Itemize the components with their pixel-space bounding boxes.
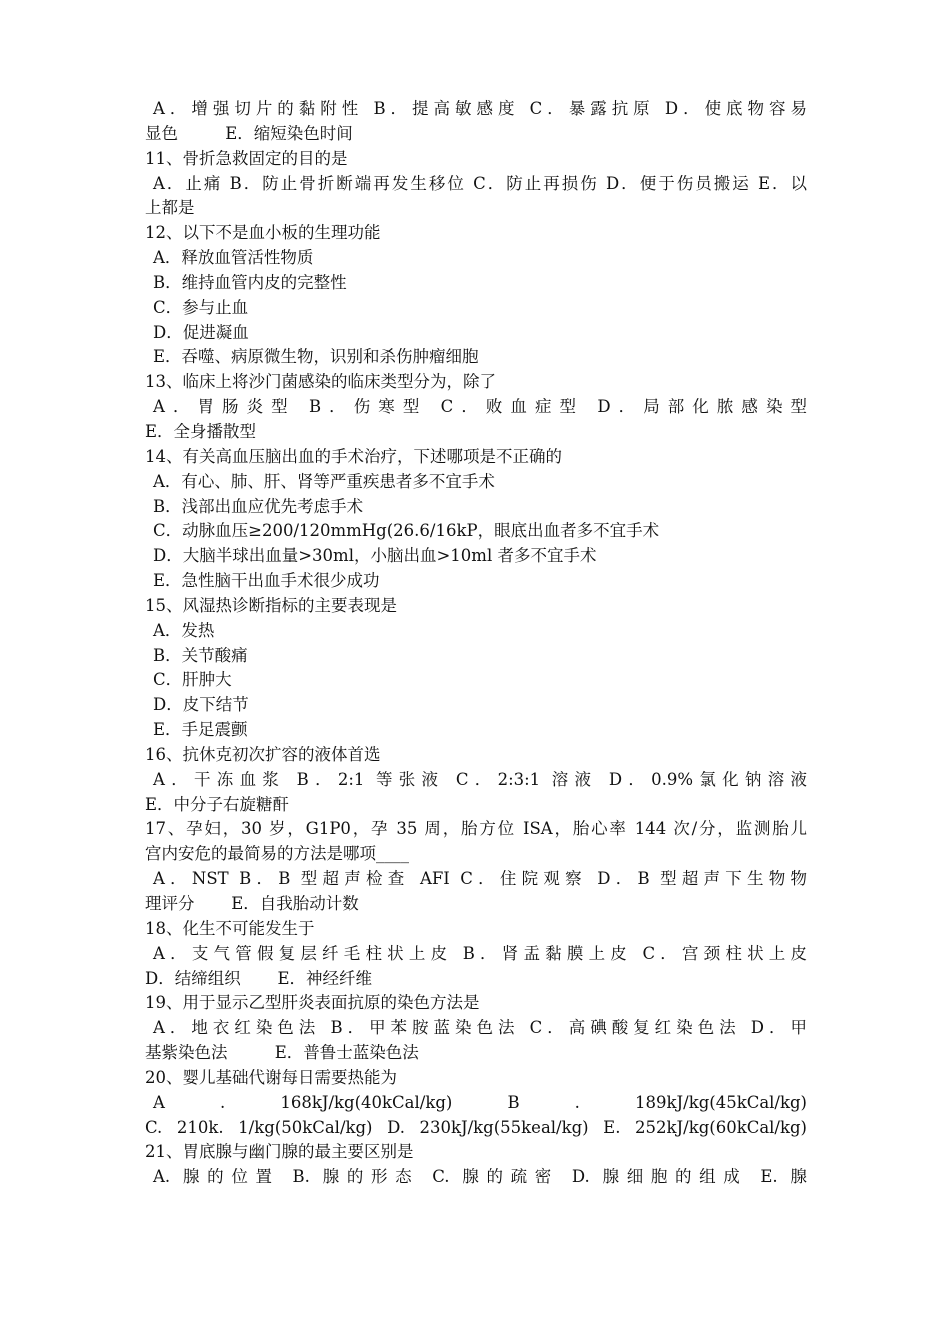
text-line: D．皮下结节 — [153, 695, 249, 715]
text-line: D．大脑半球出血量>30ml，小脑出血>10ml 者多不宜手术 — [153, 546, 597, 566]
text-line: E．全身播散型 — [145, 421, 257, 441]
text-line: B．关节酸痛 — [153, 645, 248, 665]
text-line: 12、以下不是血小板的生理功能 — [145, 223, 381, 243]
text-line: A . 168kJ/kg(40kCal/kg) B . 189kJ/kg(45kCal/kg) — [153, 1092, 807, 1112]
text-line: 显色 E．缩短染色时间 — [145, 123, 353, 143]
text-line: C．肝肿大 — [153, 670, 232, 690]
text-line: E．手足震颤 — [153, 720, 248, 740]
text-line: B．浅部出血应优先考虑手术 — [153, 496, 364, 516]
text-line: 理评分 E．自我胎动计数 — [145, 894, 359, 913]
text-line: A．NST B．B 型超声检查 AFI C．住院观察 D．B 型超声下生物物 — [153, 869, 807, 889]
document-page — [145, 97, 807, 1190]
text-line: 基紫染色法 E．普鲁士蓝染色法 — [145, 1043, 419, 1063]
text-line: 16、抗休克初次扩容的液体首选 — [145, 744, 381, 764]
text-line: 19、用于显示乙型肝炎表面抗原的染色方法是 — [145, 993, 480, 1013]
text-line: 11、骨折急救固定的目的是 — [145, 148, 348, 168]
text-line: 14、有关高血压脑出血的手术治疗，下述哪项是不正确的 — [145, 446, 562, 466]
text-line: A．有心、肺、肝、肾等严重疾患者多不宜手术 — [153, 471, 495, 491]
text-line: 宫内安危的最简易的方法是哪项____ — [145, 844, 409, 864]
text-line: A．释放血管活性物质 — [153, 248, 314, 268]
text-line: D．促进凝血 — [153, 322, 249, 342]
text-line: B．维持血管内皮的完整性 — [153, 272, 347, 292]
text-line: C．动脉血压≥200/120mmHg(26.6/16kP，眼底出血者多不宜手术 — [153, 521, 660, 541]
text-line: E．中分子右旋糖酐 — [145, 794, 290, 814]
text-line: 18、化生不可能发生于 — [145, 918, 315, 938]
text-line: 20、婴儿基础代谢每日需要热能为 — [145, 1067, 397, 1087]
text-line: C. 210k. 1/kg(50kCal/kg) D. 230kJ/kg(55keal/kg) E. 252kJ/kg(60kCal/kg) — [145, 1117, 807, 1137]
text-line: 13、临床上将沙门菌感染的临床类型分为，除了 — [145, 372, 496, 392]
text-line: A．发热 — [153, 620, 215, 640]
text-line: A．增强切片的黏附性 B．提高敏感度 C．暴露抗原 D．使底物容易 — [153, 99, 807, 118]
text-line: E．急性脑干出血手术很少成功 — [153, 571, 380, 591]
text-line: A．止痛 B．防止骨折断端再发生移位 C．防止再损伤 D．便于伤员搬运 E．以 — [153, 173, 807, 193]
text-line: E．吞噬、病原微生物，识别和杀伤肿瘤细胞 — [153, 347, 479, 367]
text-line: 17、孕妇，30 岁，G1P0，孕 35 周，胎方位 ISA，胎心率 144 次/分，监测胎儿 — [145, 819, 807, 839]
text-line: 21、胃底腺与幽门腺的最主要区别是 — [145, 1142, 414, 1162]
text-line: A. 腺的位置 B. 腺的形态 C. 腺的疏密 D. 腺细胞的组成 E. 腺 — [153, 1167, 807, 1187]
text-line: 上都是 — [145, 198, 195, 218]
text-line: A．地衣红染色法 B．甲苯胺蓝染色法 C．高碘酸复红染色法 D．甲 — [153, 1018, 807, 1038]
text-line: 15、风湿热诊断指标的主要表现是 — [145, 595, 397, 615]
text-line: C．参与止血 — [153, 297, 249, 317]
text-line: A．胃肠炎型 B．伤寒型 C．败血症型 D．局部化脓感染型 — [153, 397, 807, 417]
text-line: A．支气管假复层纤毛柱状上皮 B．肾盂黏膜上皮 C．宫颈柱状上皮 — [153, 943, 807, 963]
text-line: A．干冻血浆 B．2:1 等张液 C．2:3:1 溶液 D．0.9%氯化钠溶液 — [153, 769, 807, 789]
text-line: D．结缔组织 E．神经纤维 — [145, 968, 372, 988]
